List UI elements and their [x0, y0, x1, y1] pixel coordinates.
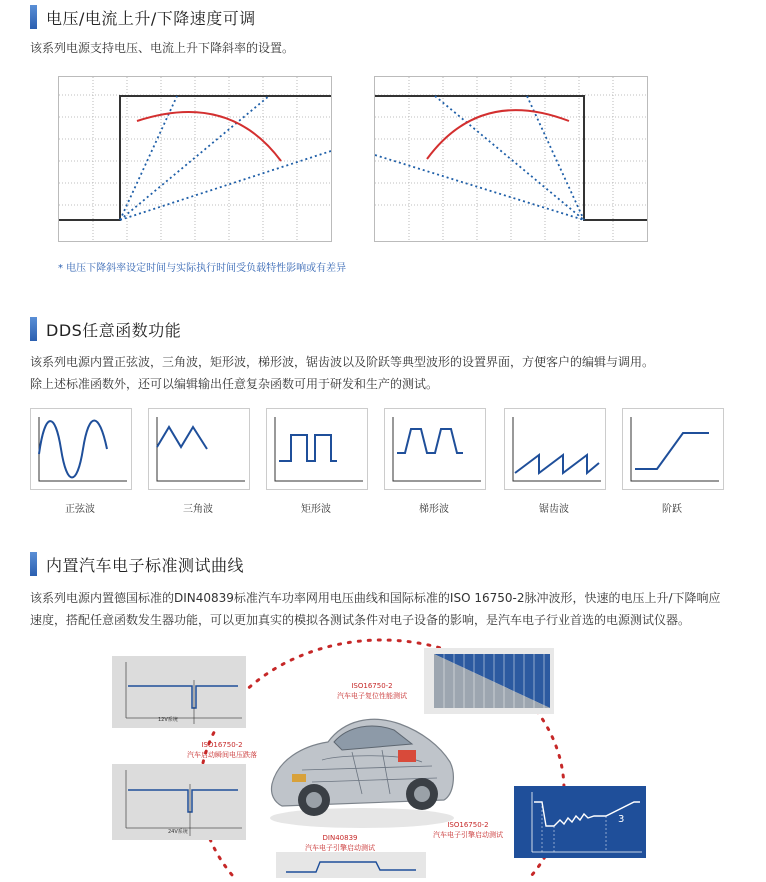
- chart-engine-start: [514, 786, 646, 858]
- wave-label: 正弦波: [65, 504, 95, 515]
- label-line: 汽车电子引擎启动测试: [305, 844, 375, 852]
- label-din: [290, 833, 390, 853]
- wave-label: 锯齿波: [539, 504, 569, 515]
- slope-description: 该系列电源支持电压、电流上升下降斜率的设置。: [30, 41, 295, 55]
- dds-description-2: 除上述标准函数外，还可以编辑输出任意复杂函数可用于研发和生产的测试。: [30, 377, 439, 391]
- label-24v: 24V系统: [168, 829, 188, 835]
- section-title-text: 内置汽车电子标准测试曲线: [46, 555, 245, 575]
- auto-description-1: 该系列电源内置德国标准的DIN40839标准汽车功率网用电压曲线和国际标准的ISO 16750-2脉冲波形，快速的电压上升/下降响应: [30, 591, 721, 605]
- label-line: ISO16750-2: [351, 682, 393, 690]
- dds-description-1: 该系列电源内置正弦波，三角波，矩形波，梯形波，锯齿波以及阶跃等典型波形的设置界面，方便客户的编辑与调用。: [30, 355, 655, 369]
- chart-engine-start-graphic: [514, 786, 646, 858]
- label-line: DIN40839: [322, 834, 358, 842]
- wave-label: 三角波: [183, 504, 213, 515]
- wave-label: 矩形波: [301, 504, 331, 515]
- chart-reset-performance: [424, 648, 554, 714]
- label-line: 汽车电子引擎启动测试: [433, 831, 503, 839]
- label-line: 汽车电子复位性能测试: [337, 692, 407, 700]
- chart-din40839-partial: [276, 852, 426, 878]
- label-line: 汽车启动瞬间电压跌落: [187, 751, 257, 759]
- wave-label: 梯形波: [419, 504, 449, 515]
- label-iso-reset: [322, 681, 422, 701]
- chart-12v-drop: [112, 656, 246, 728]
- label-iso-drop: [172, 740, 272, 760]
- section-title-text: 电压/电流上升/下降速度可调: [46, 8, 256, 28]
- chart-12v-graphic: [112, 656, 246, 728]
- svg-text:3: 3: [618, 814, 625, 825]
- chart-24v-drop: [112, 764, 246, 840]
- label-line: ISO16750-2: [447, 821, 489, 829]
- auto-description-2: 速度，搭配任意函数发生器功能，可以更加真实的模拟各测试条件对电子设备的影响，是汽车电子行业首选的电源测试仪器。: [30, 613, 691, 627]
- label-12v: 12V系统: [158, 717, 178, 723]
- wave-label: 阶跃: [662, 504, 682, 515]
- chart-reset-graphic: [424, 648, 554, 714]
- label-iso-start: [418, 820, 518, 840]
- chart-din-graphic: [276, 852, 426, 878]
- slope-note: * 电压下降斜率设定时间与实际执行时间受负载特性影响或有差异: [58, 263, 347, 274]
- label-line: ISO16750-2: [201, 741, 243, 749]
- section-title-text: DDS任意函数功能: [46, 320, 182, 340]
